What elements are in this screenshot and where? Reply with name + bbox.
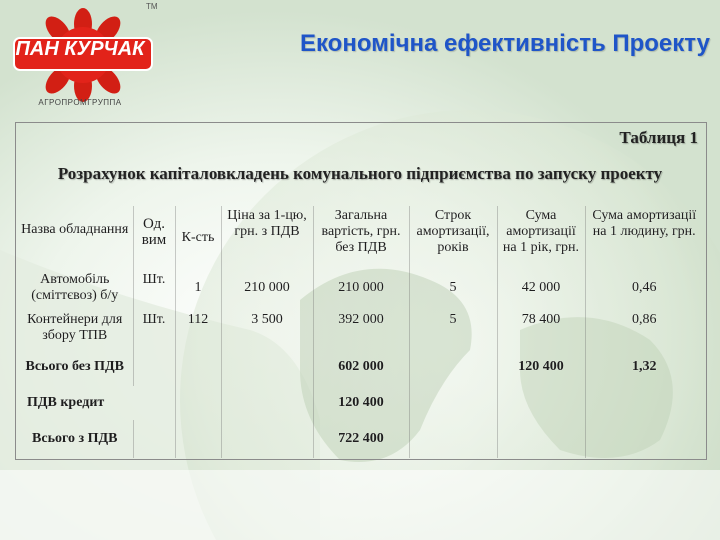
- vat-credit-value: 120 400: [313, 386, 409, 420]
- header-amort-person: Сума амортизації на 1 людину, грн.: [585, 206, 703, 268]
- header-amort-year: Сума амортизації на 1 рік, грн.: [497, 206, 585, 268]
- cell-price: 210 000: [221, 268, 313, 308]
- total-amort-person-value: 1,32: [585, 348, 703, 386]
- header-name: Назва обладнання: [21, 222, 129, 237]
- header-term: Строк амортизації, років: [409, 206, 497, 268]
- table-row: [17, 308, 703, 348]
- header-qty: К-сть: [175, 206, 221, 268]
- total-no-vat-value: 602 000: [313, 348, 409, 386]
- cell-term: 5: [409, 268, 497, 308]
- cell-amort-year: 78 400: [497, 308, 585, 348]
- summary-row-grand-total: [17, 420, 703, 458]
- total-no-vat-label: Всього без ПДВ: [25, 359, 124, 374]
- logo-trademark: TM: [146, 2, 158, 11]
- logo-name: ПАН КУРЧАК: [15, 38, 145, 60]
- cell-qty: 112: [175, 308, 221, 348]
- header-price: Ціна за 1-цю, грн. з ПДВ: [221, 206, 313, 268]
- cell-price: 3 500: [221, 308, 313, 348]
- total-vat-value: 722 400: [313, 420, 409, 458]
- cell-unit: Шт.: [133, 308, 175, 348]
- investment-table: [17, 206, 703, 458]
- cell-amort-person: 0,46: [585, 268, 703, 308]
- cell-total: 392 000: [313, 308, 409, 348]
- table-caption: Розрахунок капіталовкладень комунального підприємства по запуску проекту: [57, 164, 663, 183]
- cell-name: Контейнери для збору ТПВ: [27, 312, 123, 343]
- summary-row-vat: [17, 386, 703, 420]
- header-unit: Од. вим: [133, 206, 175, 268]
- table-row: [17, 268, 703, 308]
- cell-amort-year: 42 000: [497, 268, 585, 308]
- header-total: Загальна вартість, грн. без ПДВ: [313, 206, 409, 268]
- page-title: Економічна ефективність Проекту: [299, 30, 710, 57]
- table-number: Таблиця 1: [619, 128, 698, 147]
- cell-term: 5: [409, 308, 497, 348]
- cell-name: Автомобіль (сміттєвоз) б/у: [31, 272, 119, 303]
- table-header-row: [17, 206, 703, 268]
- vat-credit-label: ПДВ кредит: [27, 395, 105, 410]
- cell-total: 210 000: [313, 268, 409, 308]
- cell-amort-person: 0,86: [585, 308, 703, 348]
- summary-row-total: [17, 348, 703, 386]
- logo-subtitle: АГРОПРОМГРУППА: [38, 98, 122, 107]
- total-vat-label: Всього з ПДВ: [32, 431, 118, 446]
- cell-qty: 1: [175, 268, 221, 308]
- cell-unit: Шт.: [133, 268, 175, 308]
- total-amort-year-value: 120 400: [497, 348, 585, 386]
